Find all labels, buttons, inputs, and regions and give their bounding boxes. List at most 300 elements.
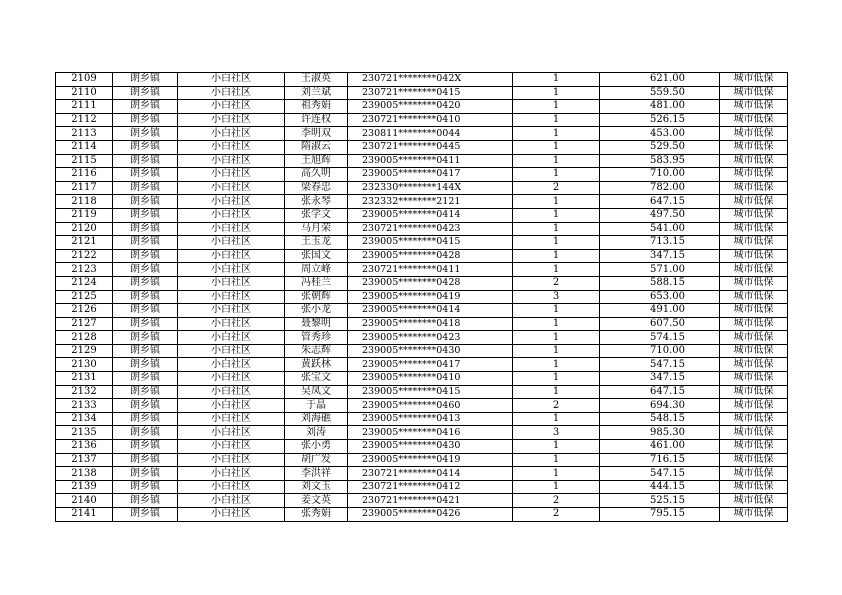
serial-number-cell: 2137 [56,453,113,467]
serial-number-cell: 2123 [56,263,113,277]
id-number-cell: 232330********144X [348,181,513,195]
amount-cell: 710.00 [600,344,720,358]
table-row [56,440,788,454]
town-cell: 朗乡镇 [113,412,178,426]
town-cell: 朗乡镇 [113,358,178,372]
community-cell: 小白社区 [178,399,285,413]
household-count-cell: 2 [513,181,600,195]
town-cell: 朗乡镇 [113,73,178,87]
community-cell: 小白社区 [178,168,285,182]
amount-cell: 547.15 [600,467,720,481]
town-cell: 朗乡镇 [113,195,178,209]
table-row [56,304,788,318]
serial-number-cell: 2130 [56,358,113,372]
serial-number-cell: 2140 [56,494,113,508]
serial-number-cell: 2127 [56,317,113,331]
community-cell: 小白社区 [178,154,285,168]
household-count-cell: 1 [513,100,600,114]
table-row [56,140,788,154]
table-row [56,113,788,127]
name-cell: 马月荣 [285,222,348,236]
community-cell: 小白社区 [178,222,285,236]
name-cell: 许连权 [285,113,348,127]
serial-number-cell: 2131 [56,372,113,386]
town-cell: 朗乡镇 [113,385,178,399]
id-number-cell: 230721********0445 [348,140,513,154]
serial-number-cell: 2129 [56,344,113,358]
household-count-cell: 1 [513,140,600,154]
assistance-type-cell: 城市低保 [720,317,788,331]
table-row [56,263,788,277]
assistance-type-cell: 城市低保 [720,372,788,386]
amount-cell: 453.00 [600,127,720,141]
id-number-cell: 239005********0426 [348,508,513,522]
community-cell: 小白社区 [178,140,285,154]
town-cell: 朗乡镇 [113,480,178,494]
community-cell: 小白社区 [178,426,285,440]
id-number-cell: 239005********0423 [348,331,513,345]
amount-cell: 461.00 [600,440,720,454]
id-number-cell: 239005********0418 [348,317,513,331]
household-count-cell: 1 [513,372,600,386]
table-row [56,426,788,440]
amount-cell: 547.15 [600,358,720,372]
amount-cell: 607.50 [600,317,720,331]
household-count-cell: 1 [513,385,600,399]
table-row [56,100,788,114]
town-cell: 朗乡镇 [113,263,178,277]
town-cell: 朗乡镇 [113,426,178,440]
town-cell: 朗乡镇 [113,181,178,195]
household-count-cell: 3 [513,426,600,440]
table-row [56,249,788,263]
amount-cell: 621.00 [600,73,720,87]
household-count-cell: 1 [513,344,600,358]
id-number-cell: 239005********0428 [348,249,513,263]
serial-number-cell: 2139 [56,480,113,494]
town-cell: 朗乡镇 [113,331,178,345]
amount-cell: 525.15 [600,494,720,508]
assistance-type-cell: 城市低保 [720,263,788,277]
household-count-cell: 1 [513,195,600,209]
id-number-cell: 230721********0412 [348,480,513,494]
amount-cell: 559.50 [600,86,720,100]
table-row [56,331,788,345]
household-count-cell: 1 [513,304,600,318]
relief-roster-table [55,72,788,522]
amount-cell: 782.00 [600,181,720,195]
town-cell: 朗乡镇 [113,208,178,222]
amount-cell: 444.15 [600,480,720,494]
household-count-cell: 1 [513,412,600,426]
town-cell: 朗乡镇 [113,440,178,454]
amount-cell: 541.00 [600,222,720,236]
town-cell: 朗乡镇 [113,127,178,141]
serial-number-cell: 2118 [56,195,113,209]
name-cell: 张秀娟 [285,508,348,522]
name-cell: 高久明 [285,168,348,182]
table-row [56,317,788,331]
amount-cell: 647.15 [600,385,720,399]
table-row [56,168,788,182]
id-number-cell: 239005********0414 [348,304,513,318]
town-cell: 朗乡镇 [113,372,178,386]
id-number-cell: 239005********0414 [348,208,513,222]
assistance-type-cell: 城市低保 [720,440,788,454]
town-cell: 朗乡镇 [113,100,178,114]
name-cell: 冯桂兰 [285,276,348,290]
assistance-type-cell: 城市低保 [720,344,788,358]
community-cell: 小白社区 [178,276,285,290]
household-count-cell: 1 [513,127,600,141]
name-cell: 张永琴 [285,195,348,209]
community-cell: 小白社区 [178,453,285,467]
assistance-type-cell: 城市低保 [720,168,788,182]
household-count-cell: 1 [513,249,600,263]
serial-number-cell: 2132 [56,385,113,399]
table-row [56,195,788,209]
table-row [56,494,788,508]
community-cell: 小白社区 [178,494,285,508]
name-cell: 胡广发 [285,453,348,467]
town-cell: 朗乡镇 [113,317,178,331]
amount-cell: 529.50 [600,140,720,154]
assistance-type-cell: 城市低保 [720,195,788,209]
household-count-cell: 1 [513,236,600,250]
id-number-cell: 239005********0428 [348,276,513,290]
name-cell: 张学文 [285,208,348,222]
household-count-cell: 1 [513,358,600,372]
town-cell: 朗乡镇 [113,508,178,522]
assistance-type-cell: 城市低保 [720,412,788,426]
serial-number-cell: 2113 [56,127,113,141]
amount-cell: 548.15 [600,412,720,426]
table-row [56,412,788,426]
community-cell: 小白社区 [178,195,285,209]
name-cell: 姜文英 [285,494,348,508]
community-cell: 小白社区 [178,208,285,222]
id-number-cell: 239005********0416 [348,426,513,440]
assistance-type-cell: 城市低保 [720,140,788,154]
name-cell: 刘兰斌 [285,86,348,100]
amount-cell: 526.15 [600,113,720,127]
name-cell: 李洪祥 [285,467,348,481]
table-row [56,372,788,386]
assistance-type-cell: 城市低保 [720,494,788,508]
assistance-type-cell: 城市低保 [720,304,788,318]
assistance-type-cell: 城市低保 [720,113,788,127]
id-number-cell: 239005********0415 [348,236,513,250]
town-cell: 朗乡镇 [113,290,178,304]
town-cell: 朗乡镇 [113,236,178,250]
amount-cell: 710.00 [600,168,720,182]
name-cell: 张小龙 [285,304,348,318]
household-count-cell: 1 [513,440,600,454]
serial-number-cell: 2124 [56,276,113,290]
id-number-cell: 230811********0044 [348,127,513,141]
name-cell: 王淑英 [285,73,348,87]
serial-number-cell: 2138 [56,467,113,481]
town-cell: 朗乡镇 [113,86,178,100]
community-cell: 小白社区 [178,344,285,358]
assistance-type-cell: 城市低保 [720,222,788,236]
table-row [56,399,788,413]
table-row [56,181,788,195]
table-row [56,358,788,372]
household-count-cell: 1 [513,263,600,277]
name-cell: 张国文 [285,249,348,263]
assistance-type-cell: 城市低保 [720,236,788,250]
table-row [56,236,788,250]
household-count-cell: 2 [513,399,600,413]
table-row [56,508,788,522]
id-number-cell: 239005********0430 [348,344,513,358]
id-number-cell: 230721********0411 [348,263,513,277]
town-cell: 朗乡镇 [113,453,178,467]
id-number-cell: 239005********0420 [348,100,513,114]
id-number-cell: 239005********0419 [348,453,513,467]
serial-number-cell: 2114 [56,140,113,154]
table-row [56,276,788,290]
serial-number-cell: 2135 [56,426,113,440]
id-number-cell: 239005********0419 [348,290,513,304]
town-cell: 朗乡镇 [113,168,178,182]
id-number-cell: 232332********2121 [348,195,513,209]
table-row [56,154,788,168]
relief-roster-sheet [55,72,788,522]
assistance-type-cell: 城市低保 [720,86,788,100]
table-row [56,86,788,100]
community-cell: 小白社区 [178,372,285,386]
town-cell: 朗乡镇 [113,276,178,290]
community-cell: 小白社区 [178,412,285,426]
id-number-cell: 230721********0410 [348,113,513,127]
serial-number-cell: 2115 [56,154,113,168]
table-row [56,467,788,481]
serial-number-cell: 2126 [56,304,113,318]
table-row [56,480,788,494]
household-count-cell: 1 [513,317,600,331]
household-count-cell: 2 [513,494,600,508]
table-row [56,73,788,87]
id-number-cell: 230721********042X [348,73,513,87]
id-number-cell: 230721********0414 [348,467,513,481]
name-cell: 周立峰 [285,263,348,277]
name-cell: 朱志辉 [285,344,348,358]
household-count-cell: 2 [513,276,600,290]
household-count-cell: 1 [513,86,600,100]
serial-number-cell: 2119 [56,208,113,222]
name-cell: 吴凤文 [285,385,348,399]
serial-number-cell: 2121 [56,236,113,250]
household-count-cell: 2 [513,508,600,522]
amount-cell: 716.15 [600,453,720,467]
household-count-cell: 1 [513,331,600,345]
name-cell: 王玉龙 [285,236,348,250]
name-cell: 隋淑云 [285,140,348,154]
id-number-cell: 239005********0417 [348,168,513,182]
community-cell: 小白社区 [178,263,285,277]
assistance-type-cell: 城市低保 [720,249,788,263]
assistance-type-cell: 城市低保 [720,154,788,168]
assistance-type-cell: 城市低保 [720,181,788,195]
assistance-type-cell: 城市低保 [720,426,788,440]
assistance-type-cell: 城市低保 [720,331,788,345]
amount-cell: 985.30 [600,426,720,440]
community-cell: 小白社区 [178,331,285,345]
table-row [56,453,788,467]
household-count-cell: 1 [513,480,600,494]
serial-number-cell: 2117 [56,181,113,195]
serial-number-cell: 2141 [56,508,113,522]
serial-number-cell: 2128 [56,331,113,345]
assistance-type-cell: 城市低保 [720,276,788,290]
community-cell: 小白社区 [178,358,285,372]
id-number-cell: 239005********0460 [348,399,513,413]
name-cell: 张朝辉 [285,290,348,304]
amount-cell: 574.15 [600,331,720,345]
serial-number-cell: 2136 [56,440,113,454]
amount-cell: 491.00 [600,304,720,318]
assistance-type-cell: 城市低保 [720,399,788,413]
amount-cell: 347.15 [600,372,720,386]
town-cell: 朗乡镇 [113,140,178,154]
name-cell: 梁春忠 [285,181,348,195]
amount-cell: 588.15 [600,276,720,290]
community-cell: 小白社区 [178,385,285,399]
household-count-cell: 1 [513,467,600,481]
id-number-cell: 239005********0410 [348,372,513,386]
town-cell: 朗乡镇 [113,304,178,318]
name-cell: 李明双 [285,127,348,141]
town-cell: 朗乡镇 [113,154,178,168]
serial-number-cell: 2133 [56,399,113,413]
community-cell: 小白社区 [178,304,285,318]
id-number-cell: 239005********0417 [348,358,513,372]
serial-number-cell: 2125 [56,290,113,304]
amount-cell: 694.30 [600,399,720,413]
household-count-cell: 1 [513,154,600,168]
table-body [56,73,788,522]
id-number-cell: 239005********0415 [348,385,513,399]
table-row [56,127,788,141]
household-count-cell: 1 [513,453,600,467]
name-cell: 管秀珍 [285,331,348,345]
household-count-cell: 1 [513,113,600,127]
amount-cell: 647.15 [600,195,720,209]
household-count-cell: 3 [513,290,600,304]
community-cell: 小白社区 [178,86,285,100]
id-number-cell: 230721********0423 [348,222,513,236]
household-count-cell: 1 [513,73,600,87]
community-cell: 小白社区 [178,440,285,454]
community-cell: 小白社区 [178,73,285,87]
serial-number-cell: 2110 [56,86,113,100]
assistance-type-cell: 城市低保 [720,508,788,522]
assistance-type-cell: 城市低保 [720,453,788,467]
table-row [56,222,788,236]
assistance-type-cell: 城市低保 [720,100,788,114]
serial-number-cell: 2120 [56,222,113,236]
table-row [56,344,788,358]
name-cell: 刘海礁 [285,412,348,426]
assistance-type-cell: 城市低保 [720,385,788,399]
name-cell: 张宝文 [285,372,348,386]
amount-cell: 497.50 [600,208,720,222]
community-cell: 小白社区 [178,181,285,195]
assistance-type-cell: 城市低保 [720,467,788,481]
name-cell: 王旭辉 [285,154,348,168]
assistance-type-cell: 城市低保 [720,127,788,141]
name-cell: 刘涛 [285,426,348,440]
town-cell: 朗乡镇 [113,249,178,263]
town-cell: 朗乡镇 [113,344,178,358]
community-cell: 小白社区 [178,317,285,331]
amount-cell: 583.95 [600,154,720,168]
name-cell: 于晶 [285,399,348,413]
name-cell: 张小勇 [285,440,348,454]
community-cell: 小白社区 [178,290,285,304]
serial-number-cell: 2111 [56,100,113,114]
community-cell: 小白社区 [178,100,285,114]
household-count-cell: 1 [513,222,600,236]
id-number-cell: 239005********0413 [348,412,513,426]
name-cell: 祖秀娟 [285,100,348,114]
amount-cell: 653.00 [600,290,720,304]
id-number-cell: 230721********0421 [348,494,513,508]
amount-cell: 713.15 [600,236,720,250]
assistance-type-cell: 城市低保 [720,480,788,494]
serial-number-cell: 2109 [56,73,113,87]
community-cell: 小白社区 [178,249,285,263]
community-cell: 小白社区 [178,508,285,522]
assistance-type-cell: 城市低保 [720,290,788,304]
amount-cell: 481.00 [600,100,720,114]
assistance-type-cell: 城市低保 [720,208,788,222]
serial-number-cell: 2122 [56,249,113,263]
name-cell: 刘文玉 [285,480,348,494]
town-cell: 朗乡镇 [113,113,178,127]
community-cell: 小白社区 [178,113,285,127]
amount-cell: 795.15 [600,508,720,522]
community-cell: 小白社区 [178,467,285,481]
assistance-type-cell: 城市低保 [720,358,788,372]
community-cell: 小白社区 [178,127,285,141]
name-cell: 聂黎明 [285,317,348,331]
serial-number-cell: 2134 [56,412,113,426]
amount-cell: 571.00 [600,263,720,277]
table-row [56,290,788,304]
community-cell: 小白社区 [178,236,285,250]
town-cell: 朗乡镇 [113,467,178,481]
table-row [56,385,788,399]
town-cell: 朗乡镇 [113,494,178,508]
town-cell: 朗乡镇 [113,222,178,236]
table-row [56,208,788,222]
household-count-cell: 1 [513,168,600,182]
serial-number-cell: 2116 [56,168,113,182]
id-number-cell: 230721********0415 [348,86,513,100]
assistance-type-cell: 城市低保 [720,73,788,87]
serial-number-cell: 2112 [56,113,113,127]
id-number-cell: 239005********0411 [348,154,513,168]
name-cell: 黄跃林 [285,358,348,372]
community-cell: 小白社区 [178,480,285,494]
id-number-cell: 239005********0430 [348,440,513,454]
town-cell: 朗乡镇 [113,399,178,413]
household-count-cell: 1 [513,208,600,222]
amount-cell: 347.15 [600,249,720,263]
